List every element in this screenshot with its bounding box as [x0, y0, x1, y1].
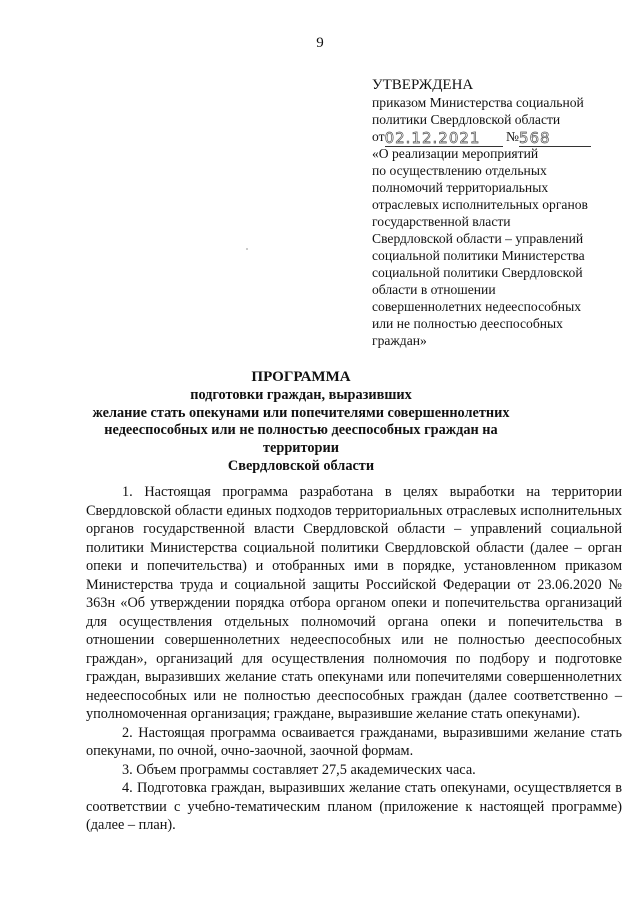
subject-line: социальной политики Министерства — [372, 248, 585, 263]
program-body — [86, 483, 622, 835]
paragraph-4: 4. Подготовка граждан, выразивших желание стать опекунами, осуществляется в соответствии с учебно-тематическим планом (приложение к настоящей программе) (далее – план). — [86, 780, 622, 833]
subject-line: полномочий территориальных — [372, 180, 549, 195]
subject-line: «О реализации мероприятий — [372, 146, 539, 161]
subject-line: социальной политики Свердловской — [372, 265, 583, 280]
paragraph-3: 3. Объем программы составляет 27,5 академических часа. — [122, 761, 476, 778]
subject-line: государственной власти — [372, 214, 511, 229]
order-date-number — [372, 128, 622, 145]
subject-line: Свердловской области – управлений — [372, 231, 584, 246]
subject-line: отраслевых исполнительных органов — [372, 197, 588, 212]
subject-line: граждан» — [372, 333, 427, 348]
approval-stamp — [372, 76, 622, 349]
subject-line: области в отношении — [372, 282, 496, 297]
program-title: ПРОГРАММА — [251, 369, 351, 385]
subject-line: совершеннолетних недееспособных — [372, 299, 582, 314]
subject-line: или не полностью дееспособных — [372, 316, 563, 331]
number-label: № — [505, 129, 519, 144]
program-subtitle-line: желание стать опекунами или попечителями совершеннолетних — [92, 404, 510, 421]
approval-line: приказом Министерства социальной — [372, 95, 584, 110]
paragraph-2: 2. Настоящая программа осваивается гражданами, выразившими желание стать опекунами, по очной, очно-заочной, заочной формам. — [86, 724, 622, 759]
scan-speck — [246, 248, 248, 250]
subject-line: по осуществлению отдельных — [372, 163, 547, 178]
program-subtitle-line: недееспособных или не полностью дееспособных граждан на территории — [104, 422, 498, 457]
approval-line: политики Свердловской области — [372, 112, 561, 127]
page-number: 9 — [316, 35, 324, 51]
handwritten-date: 02.12.2021 — [385, 131, 503, 147]
order-subject — [372, 145, 622, 349]
program-subtitle-line: подготовки граждан, выразивших — [190, 386, 412, 403]
handwritten-number: 568 — [519, 131, 591, 147]
program-heading — [90, 369, 512, 476]
from-label: от — [372, 129, 385, 144]
paragraph-1: 1. Настоящая программа разработана в целях выработки на территории Свердловской области единых подходов территориальных отраслевых исполнительных органов государственной власти Свердловской области – управлений социальной политики Министерства социальной политики Свердловской области (далее – орган опеки и попечительства) и отобранных ими в порядке, установленном приказом Министерства труда и социальной защиты Российской Федерации от 23.06.2020 № 363н «Об утверждении порядка отбора органом опеки и попечительства организаций для осуществления отдельных полномочий органа опеки и попечительства в отношении совершеннолетних недееспособных или не полностью дееспособных граждан», организаций для осуществления полномочия по подбору и подготовке граждан, выразивших желание стать опекунами или попечителями совершеннолетних недееспособных или не полностью дееспособных граждан (далее соответственно – уполномоченная организация; граждане, выразившие желание стать опекунами). — [86, 484, 622, 722]
approval-heading: УТВЕРЖДЕНА — [372, 77, 474, 93]
program-subtitle-line: Свердловской области — [227, 457, 375, 474]
